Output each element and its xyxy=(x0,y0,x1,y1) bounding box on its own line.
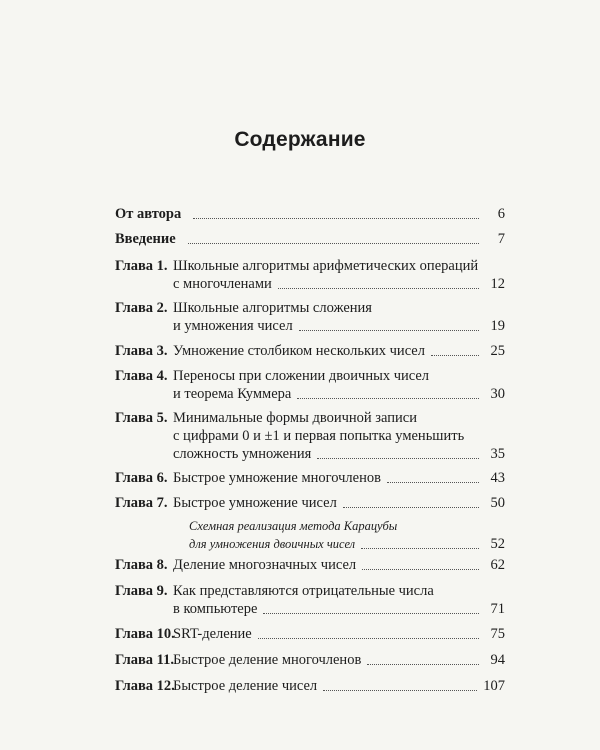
chapter-title: в компьютере xyxy=(173,601,258,617)
page-number: 25 xyxy=(490,343,505,359)
page-number: 30 xyxy=(490,386,505,402)
chapter-label: Глава 12. xyxy=(115,678,175,694)
chapter-title: Умножение столбиком нескольких чисел xyxy=(173,343,425,359)
toc-entry-chapter-10 xyxy=(115,625,505,643)
page-number: 62 xyxy=(490,557,505,573)
toc-entry-chapter-6 xyxy=(115,469,505,487)
chapter-label: Глава 3. xyxy=(115,343,168,359)
page-number: 75 xyxy=(490,626,505,642)
chapter-title: и теорема Куммера xyxy=(173,386,292,402)
dot-leader xyxy=(343,507,479,508)
toc-entry-chapter-12 xyxy=(115,677,505,695)
page-number: 7 xyxy=(497,231,505,247)
dot-leader xyxy=(362,569,479,570)
toc-label: Введение xyxy=(115,231,176,247)
dot-leader xyxy=(431,355,479,356)
chapter-title: Минимальные формы двоичной записи xyxy=(173,410,417,426)
toc-entry-subsection-karatsuba xyxy=(115,517,505,553)
chapter-label: Глава 6. xyxy=(115,470,168,486)
toc-entry-chapter-8 xyxy=(115,556,505,574)
dot-leader xyxy=(317,458,479,459)
chapter-title: Как представляются отрицательные числа xyxy=(173,583,434,599)
page-number: 94 xyxy=(490,652,505,668)
chapter-title: Быстрое деление многочленов xyxy=(173,652,362,668)
toc-entry-chapter-9 xyxy=(115,582,505,618)
chapter-title: Школьные алгоритмы сложения xyxy=(173,300,372,316)
chapter-title: сложность умножения xyxy=(173,446,312,462)
chapter-label: Глава 10. xyxy=(115,626,175,642)
subsection-title: Схемная реализация метода Карацубы xyxy=(189,519,398,533)
toc-label: От автора xyxy=(115,206,182,222)
chapter-label: Глава 1. xyxy=(115,258,168,274)
toc-entry-chapter-11 xyxy=(115,651,505,669)
toc-entry-chapter-7 xyxy=(115,494,505,512)
subsection-title: для умножения двоичных чисел xyxy=(189,537,356,551)
page-number: 43 xyxy=(490,470,505,486)
dot-leader xyxy=(323,690,477,691)
chapter-title: с многочленами xyxy=(173,276,272,292)
toc-entry-chapter-1 xyxy=(115,257,505,293)
chapter-label: Глава 7. xyxy=(115,495,168,511)
page-title: Содержание xyxy=(234,128,366,151)
chapter-title: Быстрое умножение чисел xyxy=(173,495,337,511)
page-number: 50 xyxy=(490,495,505,511)
toc-entry-intro xyxy=(115,230,505,248)
page-number: 107 xyxy=(483,678,505,694)
dot-leader xyxy=(263,613,479,614)
chapter-label: Глава 4. xyxy=(115,368,168,384)
chapter-title: Школьные алгоритмы арифметических операций xyxy=(173,258,479,274)
toc-entry-chapter-3 xyxy=(115,342,505,360)
chapter-title: и умножения чисел xyxy=(173,318,293,334)
dot-leader xyxy=(297,398,479,399)
page-number: 6 xyxy=(497,206,505,222)
page-number: 12 xyxy=(490,276,505,292)
chapter-title: Деление многозначных чисел xyxy=(173,557,357,573)
chapter-title: с цифрами 0 и ±1 и первая попытка уменьшить xyxy=(173,428,465,444)
dot-leader xyxy=(278,288,479,289)
dot-leader xyxy=(367,664,479,665)
chapter-title: SRT-деление xyxy=(173,626,252,642)
dot-leader xyxy=(361,548,479,549)
toc-entry-author xyxy=(115,205,505,223)
chapter-label: Глава 9. xyxy=(115,583,168,599)
toc-entry-chapter-2 xyxy=(115,299,505,335)
chapter-label: Глава 2. xyxy=(115,300,168,316)
chapter-label: Глава 11. xyxy=(115,652,175,668)
dot-leader xyxy=(188,243,479,244)
page-number: 71 xyxy=(490,601,505,617)
dot-leader xyxy=(299,330,479,331)
dot-leader xyxy=(258,638,479,639)
chapter-label: Глава 5. xyxy=(115,410,168,426)
page-number: 35 xyxy=(490,446,505,462)
chapter-label: Глава 8. xyxy=(115,557,168,573)
page-number: 52 xyxy=(490,536,505,552)
chapter-title: Быстрое умножение многочленов xyxy=(173,470,381,486)
toc-entry-chapter-4 xyxy=(115,367,505,403)
chapter-title: Быстрое деление чисел xyxy=(173,678,318,694)
dot-leader xyxy=(193,218,479,219)
toc-entry-chapter-5 xyxy=(115,409,505,463)
chapter-title: Переносы при сложении двоичных чисел xyxy=(173,368,430,384)
page-number: 19 xyxy=(490,318,505,334)
dot-leader xyxy=(387,482,479,483)
